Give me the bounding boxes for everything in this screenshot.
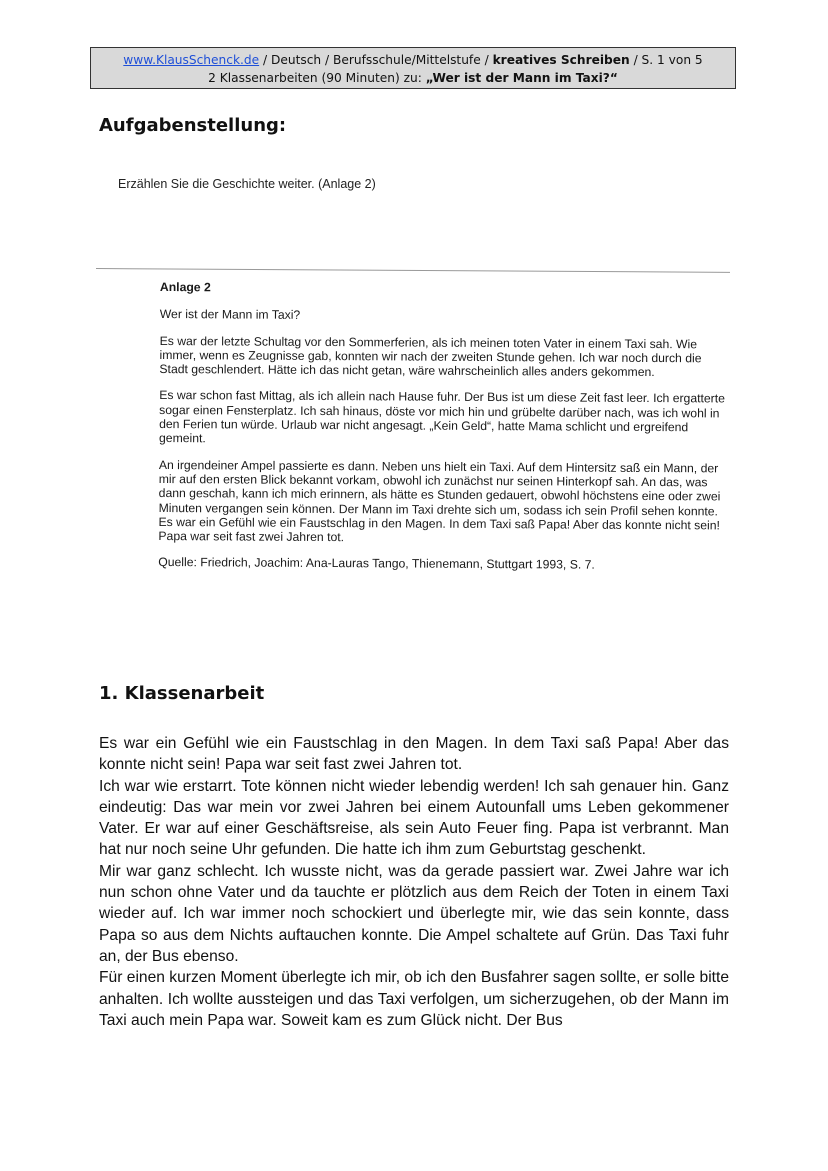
header-topic: kreatives Schreiben — [492, 53, 630, 67]
essay-body — [99, 733, 729, 1031]
essay-paragraph: Für einen kurzen Moment überlegte ich mir, ob ich den Busfahrer sagen sollte, er solle bitte anhalten. Ich wollte aussteigen und das Taxi verfolgen, um sicherzugehen, ob der Mann im Taxi auch mein Papa war. Soweit kam es zum Glück nicht. Der Bus — [99, 969, 729, 1029]
header-path: / Deutsch / Berufsschule/Mittelstufe / — [259, 53, 493, 67]
essay-paragraph: Es war ein Gefühl wie ein Faustschlag in den Magen. In dem Taxi saß Papa! Aber das konnte nicht sein! Papa war seit fast zwei Jahren tot. — [99, 735, 729, 774]
task-heading: Aufgabenstellung: — [99, 115, 287, 136]
anlage-title: Wer ist der Mann im Taxi? — [159, 307, 301, 323]
anlage-excerpt — [158, 280, 730, 585]
anlage-paragraph: Es war der letzte Schultag vor den Sommerferien, als ich meinen toten Vater in einem Taxi sah. Wie immer, wenn es Zeugnisse gab, konnten wir nach der zweiten Stunde gehen. Ich war noch durch die Stadt geschlendert. Hätte ich das nicht getan, wäre wahrscheinlich alles anders gekommen. — [159, 333, 702, 380]
anlage-paragraph: An irgendeiner Ampel passierte es dann. Neben uns hielt ein Taxi. Auf dem Hintersitz saß ein Mann, der mir auf den ersten Blick bekannt vorkam, obwohl ich zunächst nur seinen Hinterkopf sah. An das, was dann geschah, kann ich mich erinnern, als hätte es Stunden gedauert, obwohl höchstens eine oder zwei Minuten vergangen sein können. Der Mann im Taxi drehte sich um, sodass ich sein Profil sehen konnte. Es war ein Gefühl wie ein Faustschlag in den Magen. In dem Taxi saß Papa! Aber das konnte nicht sein! Papa war seit fast zwei Jahren tot. — [158, 457, 721, 545]
header-story-title: „Wer ist der Mann im Taxi?“ — [425, 71, 618, 85]
page-header — [90, 47, 736, 89]
essay-paragraph: Mir war ganz schlecht. Ich wusste nicht, was da gerade passiert war. Zwei Jahre war ich nun schon ohne Vater und da tauchte er plötzlich aus dem Reich der Toten in einem Taxi wieder auf. Ich war immer noch schockiert und überlegte mir, wie das sein konnte, dass Papa so aus dem Nichts auftauchen konnte. Die Ampel schaltete auf Grün. Das Taxi fuhr an, der Bus ebenso. — [99, 862, 729, 965]
anlage-label: Anlage 2 — [159, 280, 211, 295]
site-link[interactable]: www.KlausSchenck.de — [123, 53, 260, 67]
header-subtitle: 2 Klassenarbeiten (90 Minuten) zu: — [208, 71, 426, 85]
klassenarbeit-heading: 1. Klassenarbeit — [99, 683, 265, 704]
header-line-1 — [91, 51, 735, 69]
essay-paragraph: Ich war wie erstarrt. Tote können nicht wieder lebendig werden! Ich sah genauer hin. Ganz eindeutig: Das war mein vor zwei Jahren bei einem Autounfall ums Leben gekommener Vater. Er war auf einer Geschäftsreise, als sein Auto Feuer fing. Papa ist verbrannt. Man hat nur noch seine Uhr gefunden. Die hatte ich ihm zum Geburtstag geschenkt. — [99, 777, 729, 859]
header-page-info: / S. 1 von 5 — [629, 53, 703, 67]
header-line-2 — [91, 69, 735, 87]
anlage-source: Quelle: Friedrich, Joachim: Ana-Lauras Tango, Thienemann, Stuttgart 1993, S. 7. — [158, 555, 595, 573]
divider-line — [96, 268, 730, 273]
task-instruction: Erzählen Sie die Geschichte weiter. (Anlage 2) — [118, 177, 376, 191]
anlage-paragraph: Es war schon fast Mittag, als ich allein nach Hause fuhr. Der Bus ist um diese Zeit fast leer. Ich ergatterte sogar einen Fensterplatz. Ich sah hinaus, döste vor mich hin und grübelte darüber nach, was ich wohl in den Ferien tun würde. Urlaub war nicht angesagt. „Kein Geld“, hatte Mama schlicht und ergreifend gemeint. — [158, 388, 725, 446]
